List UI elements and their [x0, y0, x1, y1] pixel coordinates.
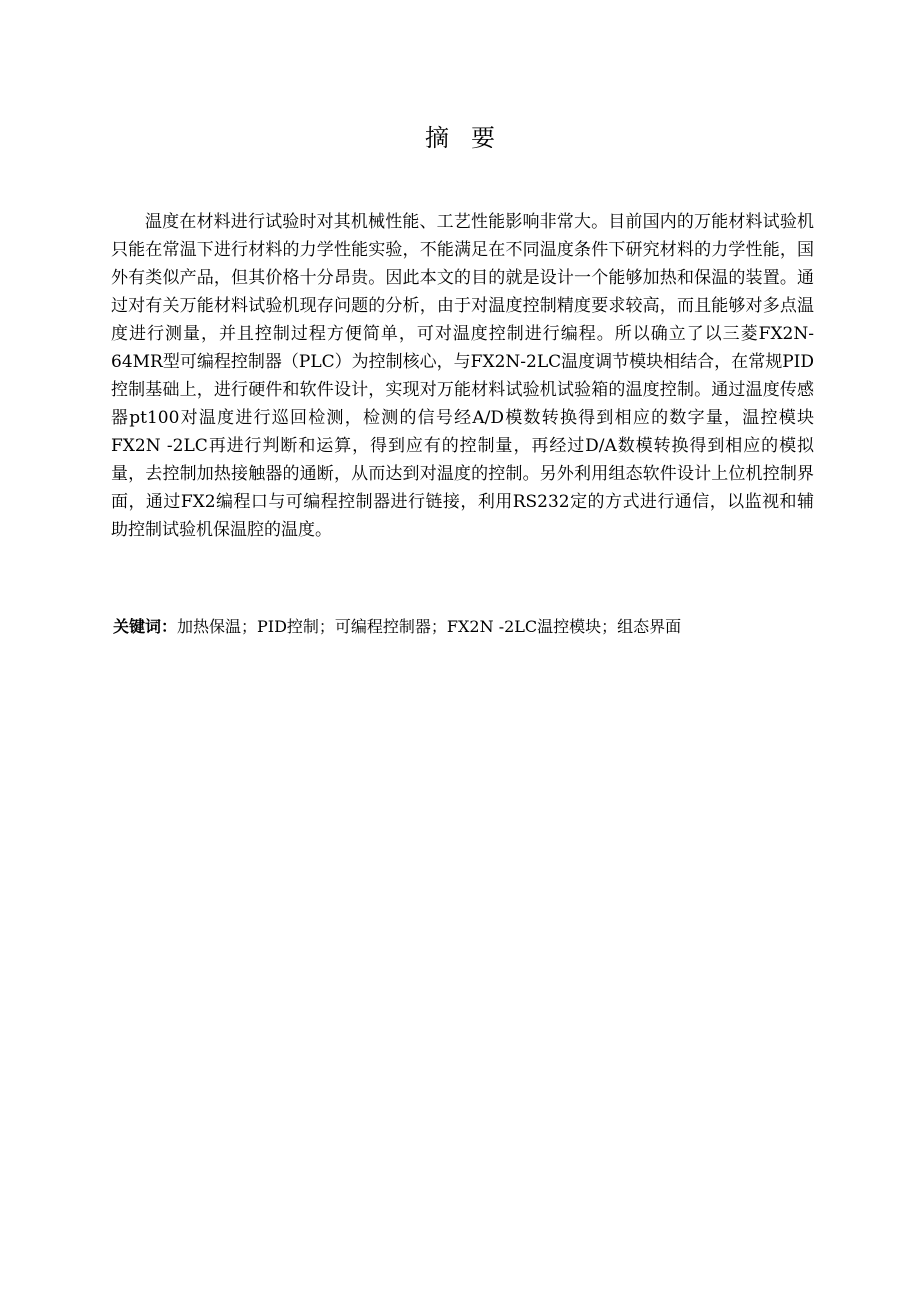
- abstract-paragraph: 温度在材料进行试验时对其机械性能、工艺性能影响非常大。目前国内的万能材料试验机只能在常温下进行材料的力学性能实验，不能满足在不同温度条件下研究材料的力学性能，国外有类似产品，但其价格十分昂贵。因此本文的目的就是设计一个能够加热和保温的装置。通过对有关万能材料试验机现存问题的分析，由于对温度控制精度要求较高，而且能够对多点温度进行测量，并且控制过程方便简单，可对温度控制进行编程。所以确立了以三菱FX2N-64MR型可编程控制器（PLC）为控制核心，与FX2N-2LC温度调节模块相结合，在常规PID控制基础上，进行硬件和软件设计，实现对万能材料试验机试验箱的温度控制。通过温度传感器pt100对温度进行巡回检测，检测的信号经A/D模数转换得到相应的数字量，温控模块FX2N -2LC再进行判断和运算，得到应有的控制量，再经过D/A数模转换得到相应的模拟量，去控制加热接触器的通断，从而达到对温度的控制。另外利用组态软件设计上位机控制界面，通过FX2编程口与可编程控制器进行链接，利用RS232定的方式进行通信，以监视和辅助控制试验机保温腔的温度。: [111, 212, 814, 540]
- abstract-title: 摘要: [425, 124, 517, 152]
- keywords-list: 加热保温；PID控制；可编程控制器；FX2N -2LC温控模块；组态界面: [177, 617, 682, 636]
- keywords-label: 关键词：: [113, 617, 178, 636]
- keywords-line: [113, 614, 813, 640]
